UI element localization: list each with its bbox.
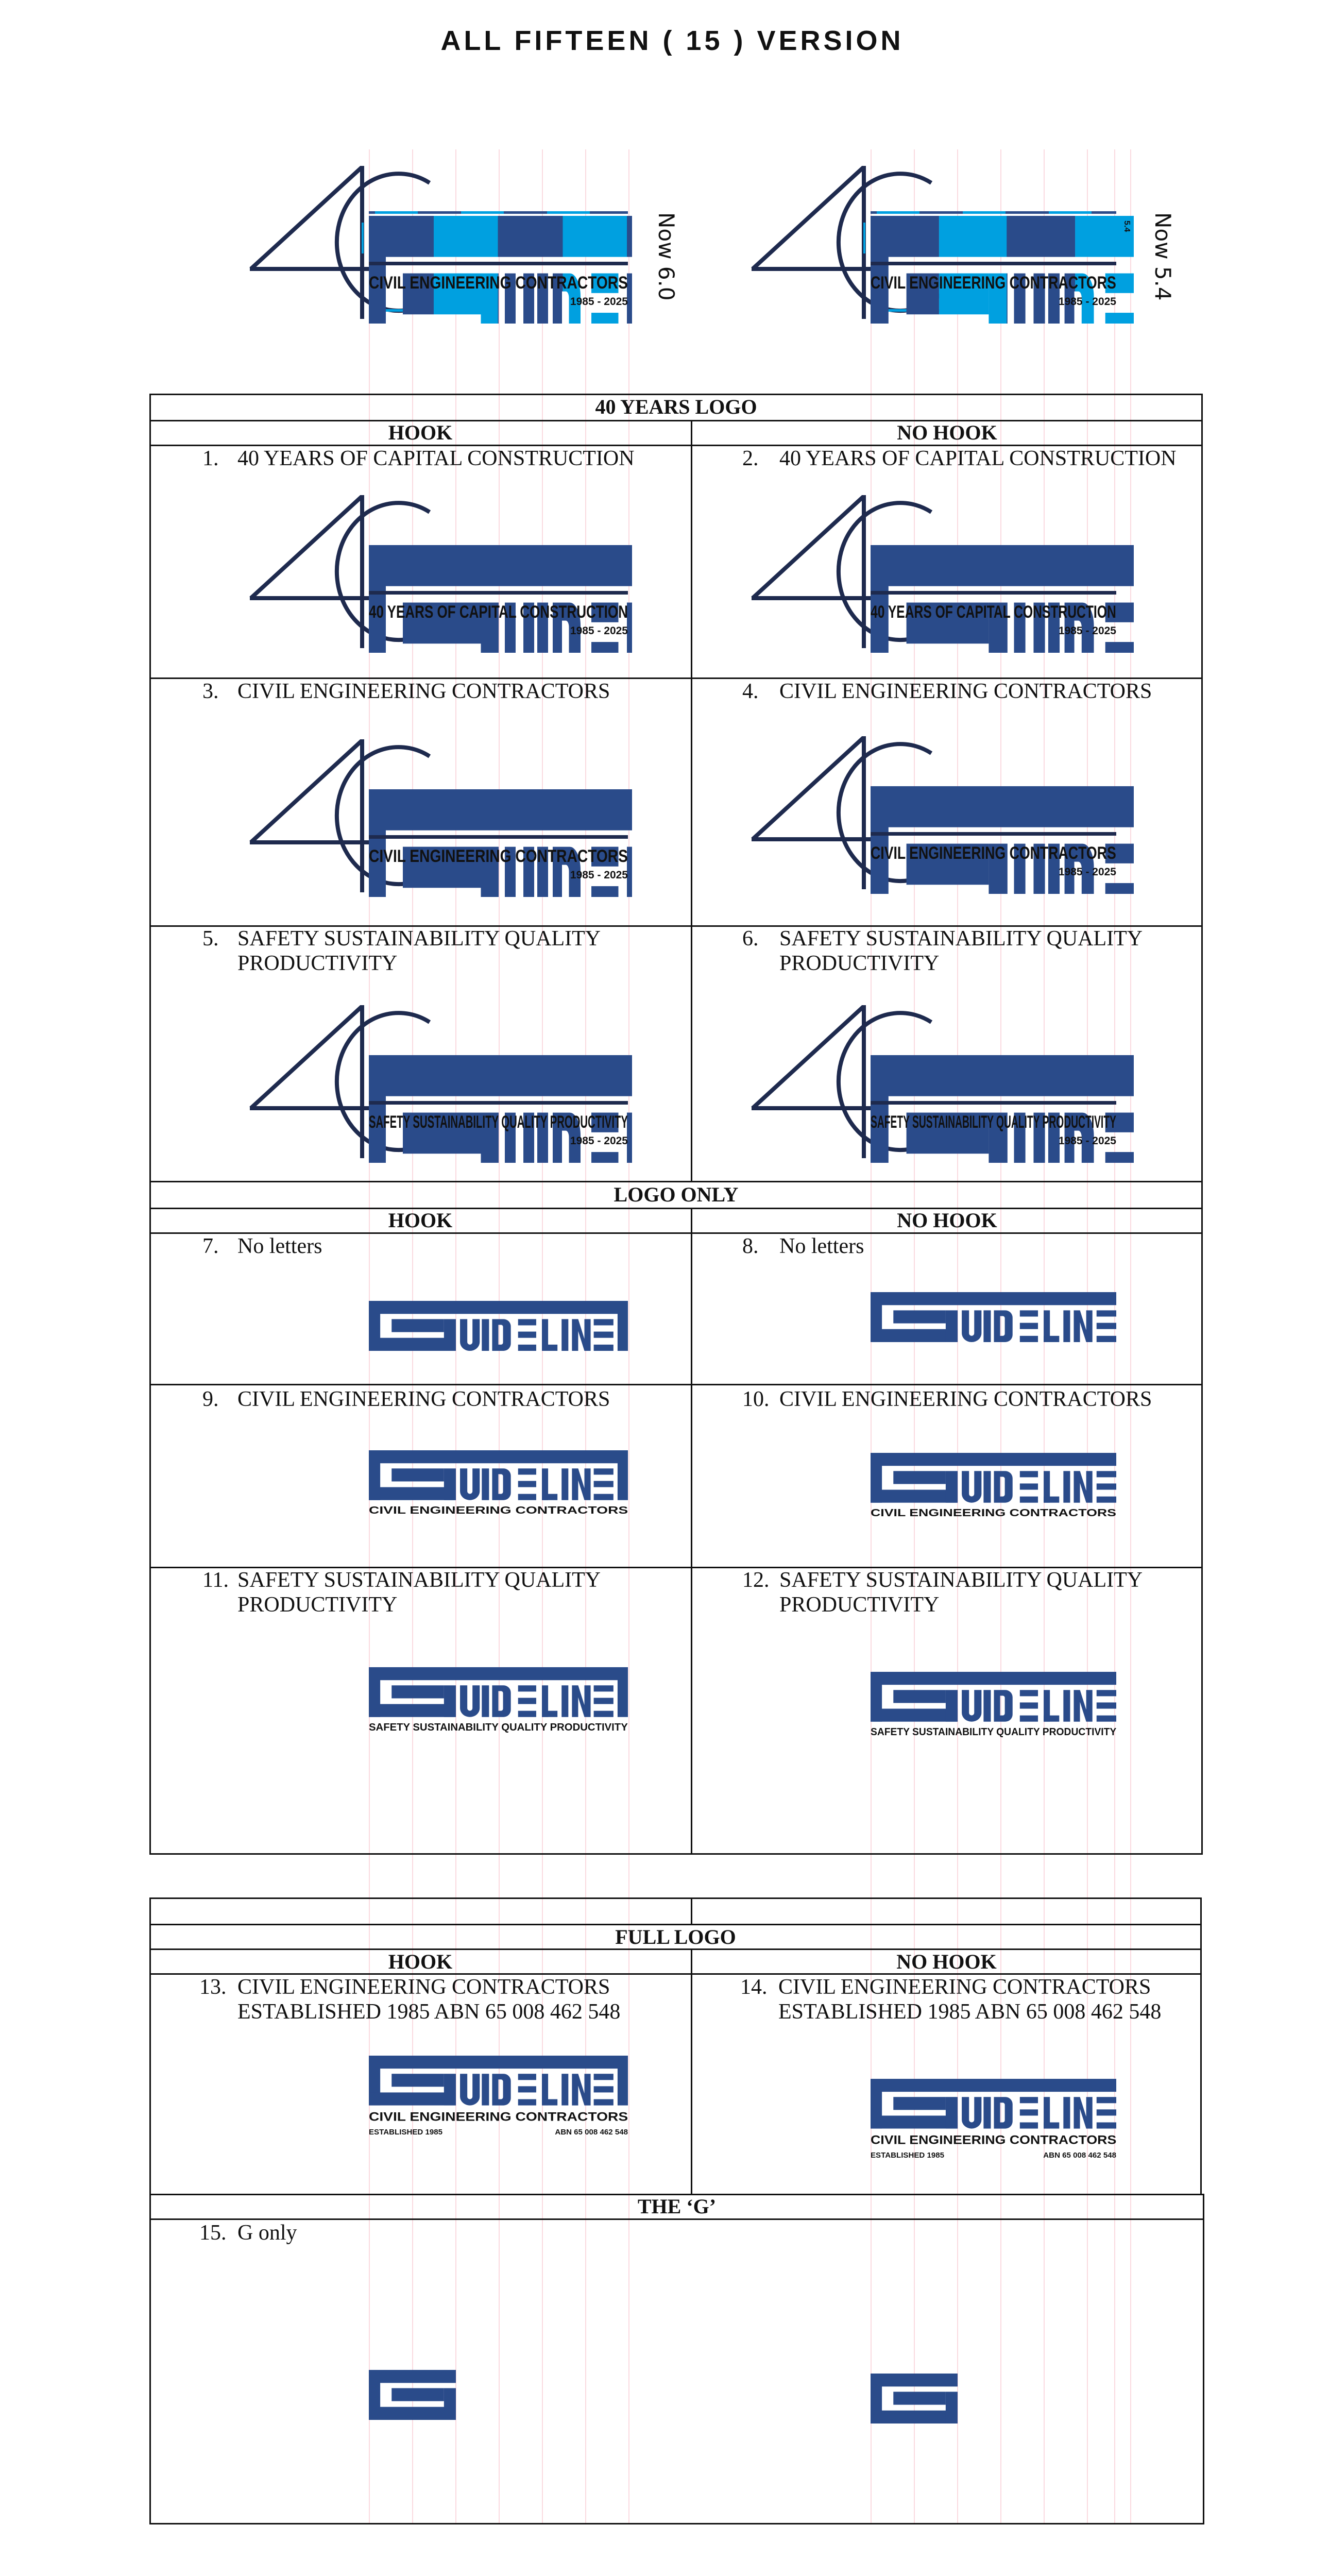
- logo-established: ESTABLISHED 1985: [369, 2127, 443, 2137]
- item-label: PRODUCTIVITY: [779, 952, 940, 975]
- item-number: 1.: [202, 447, 219, 470]
- guideline-mark-icon: [369, 1450, 628, 1500]
- version-small-label: 5.4: [1122, 221, 1131, 232]
- logo-tagline: CIVIL ENGINEERING CONTRACTORS: [369, 2109, 628, 2124]
- forty-four-icon: [250, 1005, 370, 1158]
- item-number: 8.: [742, 1234, 759, 1258]
- item-label: CIVIL ENGINEERING CONTRACTORS: [237, 1387, 610, 1411]
- item-number: 7.: [202, 1234, 219, 1258]
- item-label: G only: [237, 2221, 297, 2245]
- logo-tagline: CIVIL ENGINEERING CONTRACTORS: [871, 843, 1116, 863]
- column-header-hook: HOOK: [388, 421, 453, 444]
- logo-tagline: 40 YEARS OF CAPITAL CONSTRUCTION: [369, 602, 628, 622]
- section-title: 40 YEARS LOGO: [595, 395, 757, 418]
- logo-tagline: CIVIL ENGINEERING CONTRACTORS: [871, 1507, 1116, 1519]
- logo-mark-no-hook-safety: [871, 1672, 1116, 1739]
- forty-four-icon: [752, 495, 872, 648]
- item-number: 13.: [199, 1975, 227, 1999]
- item-number: 14.: [740, 1975, 768, 1999]
- item-label: CIVIL ENGINEERING CONTRACTORS: [779, 1387, 1152, 1411]
- logo-tagline: CIVIL ENGINEERING CONTRACTORS: [871, 273, 1116, 293]
- logo-mark-hook-safety: [369, 1667, 628, 1735]
- item-label: ESTABLISHED 1985 ABN 65 008 462 548: [237, 2000, 621, 2024]
- item-label: PRODUCTIVITY: [237, 1593, 398, 1617]
- item-number: 12.: [742, 1568, 770, 1592]
- item-number: 15.: [199, 2221, 227, 2245]
- column-header-hook: HOOK: [388, 1950, 453, 1973]
- column-divider: [691, 1949, 692, 2195]
- g-icon: [871, 2374, 958, 2424]
- section-title: FULL LOGO: [615, 1925, 736, 1948]
- guideline-mark-icon: [369, 1301, 628, 1351]
- item-label: PRODUCTIVITY: [237, 952, 398, 975]
- logo-g-hook: [369, 2370, 456, 2420]
- item-label: CIVIL ENGINEERING CONTRACTORS: [237, 680, 610, 703]
- logo-tagline: CIVIL ENGINEERING CONTRACTORS: [369, 1504, 628, 1516]
- item-label: SAFETY SUSTAINABILITY QUALITY: [779, 927, 1143, 951]
- logo-years: 1985 - 2025: [1058, 866, 1116, 878]
- logo-mark-no-hook-cec: [871, 1453, 1116, 1520]
- section-title: THE ‘G’: [637, 2195, 717, 2218]
- item-label: No letters: [779, 1234, 864, 1258]
- logo-tagline: SAFETY SUSTAINABILITY QUALITY PRODUCTIVITY: [871, 1112, 1116, 1132]
- logo-abn: ABN 65 008 462 548: [555, 2127, 628, 2137]
- item-number: 3.: [202, 680, 219, 703]
- logo-g-no-hook: [871, 2374, 958, 2424]
- logo-40-no-hook-safety: [747, 1005, 1134, 1163]
- logo-years: 1985 - 2025: [1058, 1135, 1116, 1147]
- item-label: No letters: [237, 1234, 322, 1258]
- table-g-only: [149, 2194, 1204, 2524]
- logo-tagline: SAFETY SUSTAINABILITY QUALITY PRODUCTIVITY: [369, 1722, 628, 1733]
- column-header-no-hook: NO HOOK: [897, 421, 997, 444]
- forty-four-icon: [250, 495, 370, 648]
- logo-tagline: SAFETY SUSTAINABILITY QUALITY PRODUCTIVITY: [369, 1112, 628, 1132]
- column-header-hook: HOOK: [388, 1209, 453, 1232]
- item-number: 5.: [202, 927, 219, 951]
- logo-years: 1985 - 2025: [1058, 625, 1116, 637]
- section-title: LOGO ONLY: [614, 1183, 739, 1206]
- forty-four-icon: [752, 1005, 872, 1158]
- column-divider: [691, 1208, 692, 1855]
- logo-40-no-hook-capital: [747, 495, 1134, 653]
- column-divider: [691, 1897, 692, 1924]
- logo-mark-no-hook: [871, 1292, 1116, 1342]
- logo-years: 1985 - 2025: [570, 625, 628, 637]
- logo-40-hook-safety: [246, 1005, 632, 1163]
- column-header-no-hook: NO HOOK: [896, 1950, 997, 1973]
- logo-tagline: CIVIL ENGINEERING CONTRACTORS: [369, 846, 628, 866]
- logo-40-version-5-4: [747, 166, 1134, 324]
- guideline-mark-icon: [871, 1672, 1116, 1722]
- item-label: ESTABLISHED 1985 ABN 65 008 462 548: [778, 2000, 1162, 2024]
- logo-years: 1985 - 2025: [570, 296, 628, 308]
- version-label-left: Now 6.0: [654, 212, 679, 301]
- item-number: 10.: [742, 1387, 770, 1411]
- item-number: 2.: [742, 447, 759, 470]
- logo-tagline: 40 YEARS OF CAPITAL CONSTRUCTION: [871, 602, 1116, 622]
- item-label: SAFETY SUSTAINABILITY QUALITY: [237, 1568, 601, 1592]
- guideline-mark-icon: [871, 2079, 1116, 2129]
- item-label: SAFETY SUSTAINABILITY QUALITY: [237, 927, 601, 951]
- logo-tagline: CIVIL ENGINEERING CONTRACTORS: [369, 273, 628, 293]
- guideline-mark-icon: [871, 1292, 1116, 1342]
- version-label-right: Now 5.4: [1150, 212, 1175, 301]
- logo-full-hook: [369, 2056, 628, 2144]
- guideline-mark-icon: [871, 1453, 1116, 1503]
- logo-established: ESTABLISHED 1985: [871, 2150, 945, 2160]
- logo-years: 1985 - 2025: [570, 1135, 628, 1147]
- logo-mark-hook: [369, 1301, 628, 1351]
- forty-four-icon: [250, 166, 370, 319]
- item-number: 4.: [742, 680, 759, 703]
- item-label: 40 YEARS OF CAPITAL CONSTRUCTION: [237, 447, 635, 470]
- forty-four-icon: [752, 166, 872, 319]
- forty-four-icon: [250, 739, 370, 892]
- item-label: CIVIL ENGINEERING CONTRACTORS: [237, 1975, 610, 1999]
- logo-abn: ABN 65 008 462 548: [1043, 2150, 1116, 2160]
- item-label: CIVIL ENGINEERING CONTRACTORS: [779, 680, 1152, 703]
- item-number: 11.: [202, 1568, 229, 1592]
- logo-tagline: CIVIL ENGINEERING CONTRACTORS: [871, 2133, 1116, 2147]
- guideline-mark-icon: [369, 2056, 628, 2106]
- logo-tagline: SAFETY SUSTAINABILITY QUALITY PRODUCTIVITY: [871, 1726, 1116, 1738]
- item-label: PRODUCTIVITY: [779, 1593, 940, 1617]
- item-label: 40 YEARS OF CAPITAL CONSTRUCTION: [779, 447, 1177, 470]
- item-number: 6.: [742, 927, 759, 951]
- item-label: SAFETY SUSTAINABILITY QUALITY: [779, 1568, 1143, 1592]
- item-number: 9.: [202, 1387, 219, 1411]
- logo-40-no-hook-cec: [747, 736, 1134, 894]
- logo-years: 1985 - 2025: [1058, 296, 1116, 308]
- logo-mark-hook-cec: [369, 1450, 628, 1518]
- logo-40-hook-cec: [246, 739, 632, 897]
- logo-40-version-6: [246, 166, 632, 324]
- item-label: CIVIL ENGINEERING CONTRACTORS: [778, 1975, 1151, 1999]
- logo-full-no-hook: [871, 2079, 1116, 2167]
- guideline-mark-icon: [369, 1667, 628, 1717]
- forty-four-icon: [752, 736, 872, 889]
- column-divider: [691, 420, 692, 1181]
- logo-40-hook-capital: [246, 495, 632, 653]
- row-divider: [149, 1384, 1203, 1385]
- g-icon: [369, 2370, 456, 2420]
- page-title: ALL FIFTEEN ( 15 ) VERSION: [440, 25, 904, 56]
- logo-years: 1985 - 2025: [570, 869, 628, 881]
- column-header-no-hook: NO HOOK: [897, 1209, 997, 1232]
